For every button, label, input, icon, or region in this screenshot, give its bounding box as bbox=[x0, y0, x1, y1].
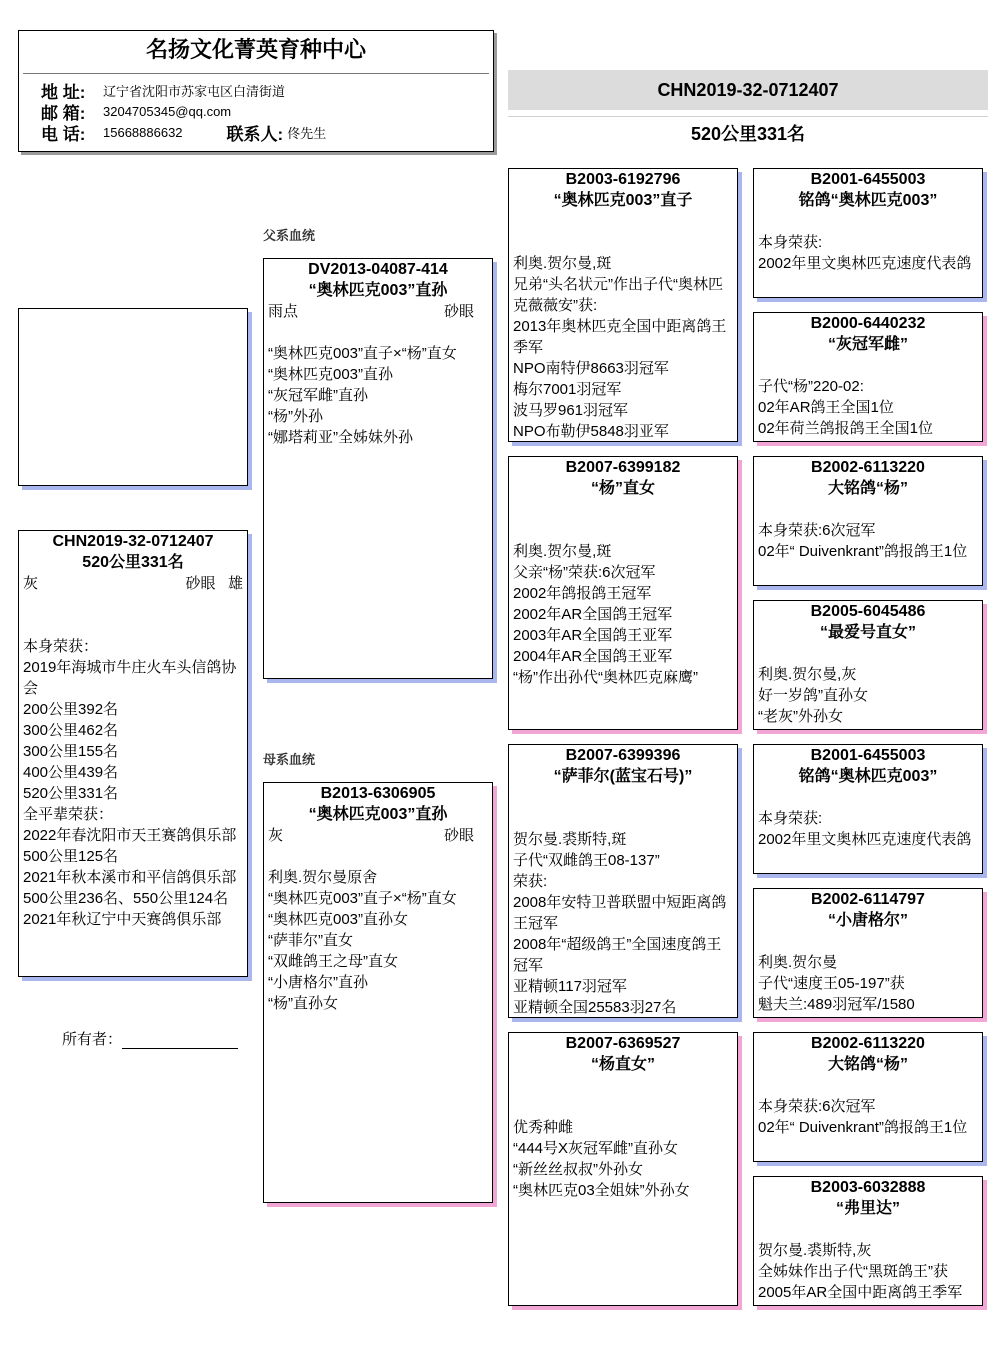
ggp-name: 铭鸽“奥林匹克003” bbox=[798, 768, 938, 785]
top-distance: 520公里331名 bbox=[690, 124, 806, 144]
subject-pigeon-card bbox=[18, 530, 248, 977]
subject-eye: 砂眼 bbox=[185, 575, 216, 592]
grandparent-card-4 bbox=[508, 1032, 738, 1306]
gp-name: “杨”直女 bbox=[590, 480, 655, 497]
gp-ring: B2007-6369527 bbox=[565, 1035, 681, 1052]
email-value: 3204705345@qq.com bbox=[103, 104, 232, 119]
contact-label: 联系人: bbox=[226, 125, 284, 144]
gp-line: “奥林匹克03全姐妹”外孙女 bbox=[513, 1182, 690, 1199]
sire-color: 雨点 bbox=[268, 303, 299, 320]
ggp-ring: B2001-6455003 bbox=[810, 171, 926, 188]
dam-line: “奥林匹克003”直孙女 bbox=[268, 911, 409, 928]
breeder-header bbox=[18, 30, 494, 152]
ggp-line: 2005年AR全国中距离鸽王季军 bbox=[758, 1284, 963, 1301]
ggp-ring: B2000-6440232 bbox=[810, 315, 926, 332]
address-label: 地 址: bbox=[41, 83, 86, 102]
gp-ring: B2007-6399396 bbox=[565, 747, 681, 764]
subject-distance: 520公里331名 bbox=[82, 554, 184, 571]
address-value: 辽宁省沈阳市苏家屯区白清街道 bbox=[103, 84, 286, 99]
gp-line: NPO南特伊8663羽冠军 bbox=[513, 360, 669, 377]
ggp-name: “弗里达” bbox=[835, 1200, 900, 1217]
dam-line: “萨菲尔”直女 bbox=[268, 932, 353, 949]
sire-card bbox=[263, 258, 493, 679]
dam-line: “小唐格尔”直孙 bbox=[268, 974, 368, 991]
ggp-line: 好一岁鸽”直孙女 bbox=[758, 687, 868, 704]
phone-value: 15668886632 bbox=[103, 125, 183, 140]
pigeon-photo-frame bbox=[18, 308, 248, 486]
great-grandparent-card-2 bbox=[753, 312, 983, 442]
gp-line: 2003年AR全国鸽王亚军 bbox=[513, 627, 673, 644]
gp-line: 父亲“杨”荣获:6次冠军 bbox=[513, 564, 656, 581]
sire-line: “奥林匹克003”直子×“杨”直女 bbox=[268, 345, 457, 362]
ggp-line: 2002年里文奥林匹克速度代表鸽 bbox=[758, 831, 972, 848]
subject-ring: CHN2019-32-0712407 bbox=[52, 533, 214, 550]
grandparent-card-2 bbox=[508, 456, 738, 730]
subject-sex: 雄 bbox=[227, 575, 243, 592]
ggp-line: 02年“ Duivenkrant”鸽报鸽王1位 bbox=[758, 543, 968, 560]
ggp-name: 铭鸽“奥林匹克003” bbox=[798, 192, 938, 209]
gp-line: 利奥.贺尔曼,斑 bbox=[513, 255, 612, 272]
subject-line: 200公里392名 bbox=[23, 701, 119, 718]
great-grandparent-card-8 bbox=[753, 1176, 983, 1306]
dam-section-label: 母系血统 bbox=[263, 752, 316, 767]
ggp-line: 魁夫兰:489羽冠军/1580 bbox=[758, 996, 915, 1013]
ggp-line: 2002年里文奥林匹克速度代表鸽 bbox=[758, 255, 972, 272]
ggp-ring: B2003-6032888 bbox=[810, 1179, 926, 1196]
sire-section-label: 父系血统 bbox=[263, 228, 316, 243]
subject-line: 520公里331名 bbox=[23, 785, 119, 802]
gp-line: 优秀种雌 bbox=[513, 1119, 574, 1136]
gp-line: 2002年AR全国鸽王冠军 bbox=[513, 606, 673, 623]
gp-line: “444号X灰冠军雌”直孙女 bbox=[513, 1140, 679, 1157]
dam-eye: 砂眼 bbox=[443, 827, 474, 844]
ggp-line: “老灰”外孙女 bbox=[758, 708, 843, 725]
owner-field bbox=[62, 1028, 238, 1049]
ggp-line: 02年AR鸽王全国1位 bbox=[758, 399, 894, 416]
ggp-line: 全姊妹作出子代“黑斑鸽王”获 bbox=[758, 1263, 948, 1280]
dam-line: “奥林匹克003”直子×“杨”直女 bbox=[268, 890, 457, 907]
great-grandparent-card-7 bbox=[753, 1032, 983, 1162]
subject-line: 2019年海城市牛庄火车头信鸽协会 bbox=[23, 659, 237, 697]
ggp-name: “灰冠军雌” bbox=[827, 336, 908, 353]
subject-line: 300公里155名 bbox=[23, 743, 119, 760]
dam-color: 灰 bbox=[268, 827, 284, 844]
gp-ring: B2007-6399182 bbox=[565, 459, 681, 476]
gp-ring: B2003-6192796 bbox=[565, 171, 681, 188]
ggp-ring: B2002-6113220 bbox=[811, 1035, 925, 1052]
ggp-line: 子代“速度王05-197”获 bbox=[758, 975, 905, 992]
ggp-line: 贺尔曼.裘斯特,灰 bbox=[758, 1242, 872, 1259]
dam-card bbox=[263, 782, 493, 1203]
ggp-name: “最爱号直女” bbox=[819, 624, 916, 641]
gp-name: “奥林匹克003”直子 bbox=[553, 192, 693, 209]
header-divider bbox=[23, 73, 489, 74]
great-grandparent-card-1 bbox=[753, 168, 983, 298]
gp-line: 利奥.贺尔曼,斑 bbox=[513, 543, 612, 560]
owner-label: 所有者： bbox=[62, 1031, 123, 1048]
sire-ring: DV2013-04087-414 bbox=[308, 261, 448, 278]
great-grandparent-card-6 bbox=[753, 888, 983, 1018]
subject-line: 2021年秋辽宁中天赛鸽俱乐部 bbox=[23, 911, 222, 928]
gp-line: 2002年鸽报鸽王冠军 bbox=[513, 585, 652, 602]
ggp-ring: B2002-6114797 bbox=[811, 891, 925, 908]
sire-line: “奥林匹克003”直孙 bbox=[268, 366, 394, 383]
sire-line: “灰冠军雌”直孙 bbox=[268, 387, 368, 404]
ggp-ring: B2001-6455003 bbox=[810, 747, 926, 764]
owner-blank bbox=[122, 1032, 238, 1049]
subject-line: 2022年春沈阳市天王赛鸽俱乐部500公里125名 bbox=[23, 827, 237, 865]
ggp-line: 本身荣获:6次冠军 bbox=[758, 1098, 876, 1115]
ggp-line: 利奥.贺尔曼 bbox=[758, 954, 838, 971]
ggp-name: 大铭鸽“杨” bbox=[827, 1056, 908, 1073]
ggp-line: 利奥.贺尔曼,灰 bbox=[758, 666, 857, 683]
gp-line: NPO布勒伊5848羽亚军 bbox=[513, 423, 669, 440]
gp-line: 亚精顿117羽冠军 bbox=[513, 978, 627, 995]
subject-line: 300公里462名 bbox=[23, 722, 119, 739]
gp-line: “杨”作出孙代“奥林匹克麻鹰” bbox=[513, 669, 698, 686]
gp-line: 2013年奥林匹克全国中距离鸽王季军 bbox=[513, 318, 727, 356]
phone-label: 电 话: bbox=[41, 125, 86, 144]
ggp-line: 本身荣获: bbox=[758, 234, 823, 251]
dam-line: “杨”直孙女 bbox=[268, 995, 338, 1012]
gp-line: 2004年AR全国鸽王亚军 bbox=[513, 648, 673, 665]
contact-value: 佟先生 bbox=[287, 126, 327, 141]
ggp-line: 本身荣获:6次冠军 bbox=[758, 522, 876, 539]
great-grandparent-card-5 bbox=[753, 744, 983, 874]
subject-line: 本身荣获： bbox=[23, 638, 99, 655]
subject-line: 2021年秋本溪市和平信鸽俱乐部500公里236名、550公里124名 bbox=[23, 869, 237, 907]
subject-line: 400公里439名 bbox=[23, 764, 119, 781]
ggp-line: 本身荣获: bbox=[758, 810, 823, 827]
ggp-ring: B2002-6113220 bbox=[811, 459, 925, 476]
gp-line: 2008年安特卫普联盟中短距离鸽王冠军 bbox=[513, 894, 727, 932]
top-ring-number: CHN2019-32-0712407 bbox=[508, 70, 988, 110]
dam-ring: B2013-6306905 bbox=[320, 785, 436, 802]
gp-line: 兄弟“头名状元”作出子代“奥林匹克薇薇安”获: bbox=[513, 276, 723, 314]
gp-name: “萨菲尔(蓝宝石号)” bbox=[553, 768, 693, 785]
ggp-line: 02年“ Duivenkrant”鸽报鸽王1位 bbox=[758, 1119, 968, 1136]
gp-line: “新丝丝叔叔”外孙女 bbox=[513, 1161, 643, 1178]
breeder-title: 名扬文化菁英育种中心 bbox=[145, 37, 366, 62]
ggp-line: 子代“杨”220-02: bbox=[758, 378, 864, 395]
top-divider bbox=[508, 116, 988, 117]
dam-line: “双雌鸽王之母”直女 bbox=[268, 953, 398, 970]
sire-line: “娜塔莉亚”全姊妹外孙 bbox=[268, 429, 413, 446]
great-grandparent-card-4 bbox=[753, 600, 983, 730]
gp-line: 亚精顿全国25583羽27名 bbox=[513, 999, 677, 1016]
sire-name: “奥林匹克003”直孙 bbox=[308, 282, 448, 299]
gp-line: 波马罗961羽冠军 bbox=[513, 402, 629, 419]
ggp-name: “小唐格尔” bbox=[827, 912, 908, 929]
dam-name: “奥林匹克003”直孙 bbox=[308, 806, 448, 823]
grandparent-card-3 bbox=[508, 744, 738, 1018]
gp-line: 贺尔曼.裘斯特,斑 bbox=[513, 831, 627, 848]
email-label: 邮 箱: bbox=[41, 104, 86, 123]
gp-line: 荣获: bbox=[513, 873, 548, 890]
subject-line: 全平辈荣获： bbox=[23, 806, 114, 823]
grandparent-card-1 bbox=[508, 168, 738, 442]
subject-color: 灰 bbox=[23, 575, 39, 592]
ggp-ring: B2005-6045486 bbox=[810, 603, 926, 620]
ggp-name: 大铭鸽“杨” bbox=[827, 480, 908, 497]
sire-eye: 砂眼 bbox=[443, 303, 474, 320]
sire-line: “杨”外孙 bbox=[268, 408, 323, 425]
gp-line: 子代“双雌鸽王08-137” bbox=[513, 852, 660, 869]
ggp-line: 02年荷兰鸽报鸽王全国1位 bbox=[758, 420, 934, 437]
gp-line: 梅尔7001羽冠军 bbox=[513, 381, 622, 398]
gp-name: “杨直女” bbox=[590, 1056, 655, 1073]
gp-line: 2008年“超级鸽王”全国速度鸽王冠军 bbox=[513, 936, 722, 974]
dam-line: 利奥.贺尔曼原舍 bbox=[268, 869, 378, 886]
great-grandparent-card-3 bbox=[753, 456, 983, 586]
